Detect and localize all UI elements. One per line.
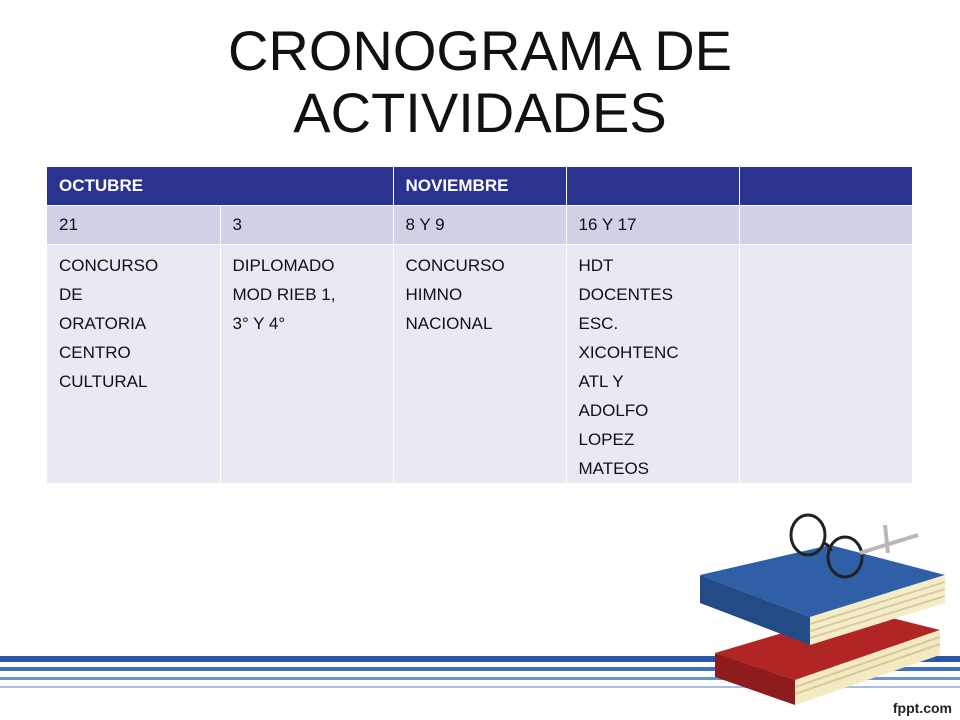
date-cell-4: 16 Y 17 [566, 206, 739, 245]
brand-footer-text: fppt.com [892, 700, 952, 716]
header-cell-november: NOVIEMBRE [393, 167, 566, 206]
activity-cell-4: HDT DOCENTES ESC. XICOHTENC ATL Y ADOLFO LOPEZ MATEOS [566, 245, 739, 484]
date-cell-1: 21 [47, 206, 220, 245]
header-cell-empty-4 [566, 167, 739, 206]
date-cell-5 [739, 206, 912, 245]
schedule-table [47, 167, 913, 484]
table-row-activities [47, 245, 912, 484]
books-with-glasses-icon [690, 505, 955, 715]
date-cell-2: 3 [220, 206, 393, 245]
activity-cell-1: CONCURSO DE ORATORIA CENTRO CULTURAL [47, 245, 220, 484]
title-line-1: CRONOGRAMA DE [227, 19, 733, 82]
header-cell-empty-5 [739, 167, 912, 206]
date-cell-3: 8 Y 9 [393, 206, 566, 245]
activity-cell-3: CONCURSO HIMNO NACIONAL [393, 245, 566, 484]
activity-cell-5 [739, 245, 912, 484]
table-row-dates [47, 206, 912, 245]
title-line-2: ACTIVIDADES [293, 81, 667, 144]
header-cell-october: OCTUBRE [47, 167, 393, 206]
table-header-row [47, 167, 912, 206]
activity-cell-2: DIPLOMADO MOD RIEB 1, 3° Y 4° [220, 245, 393, 484]
page-title [0, 20, 960, 144]
